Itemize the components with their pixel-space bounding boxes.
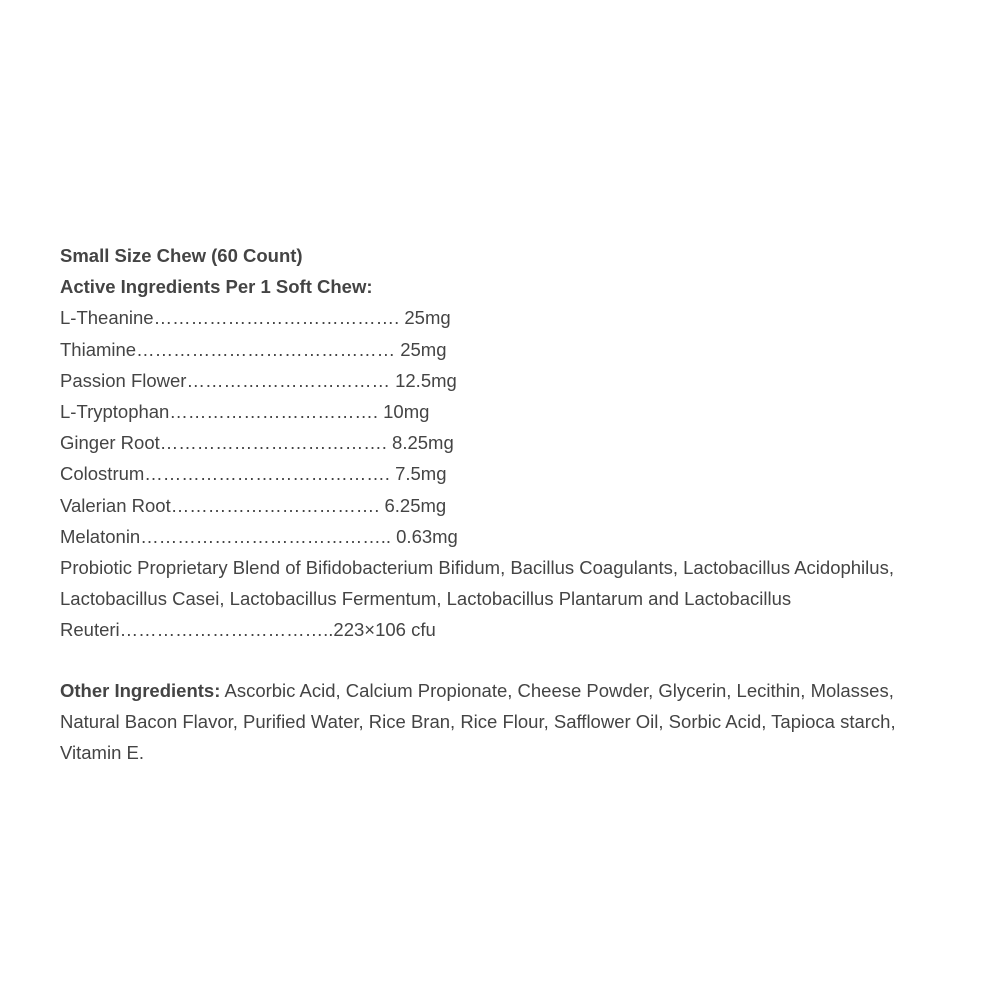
other-ingredients-text-1: Ascorbic Acid, Calcium Propionate, Cheese Powder, Glycerin, Lecithin, Molasses, [220,679,894,701]
ingredient-row: L-Tryptophan……………………………. 10mg [60,401,430,423]
probiotic-line-2: Lactobacillus Casei, Lactobacillus Fermentum, Lactobacillus Plantarum and Lactobacillus [60,588,792,610]
ingredient-row: Melatonin………………………………….. 0.63mg [60,525,458,547]
other-ingredients-line-2: Natural Bacon Flavor, Purified Water, Rice Bran, Rice Flour, Safflower Oil, Sorbic Acid, Tapioca starch, [60,710,896,732]
ingredient-row: Ginger Root………………………………. 8.25mg [60,432,454,454]
section-spacer [60,646,960,675]
other-ingredients-line-1 [60,675,960,706]
other-ingredients-label: Other Ingredients: [60,679,221,701]
active-ingredients-heading: Active Ingredients Per 1 Soft Chew: [60,276,373,298]
other-ingredients-line-3: Vitamin E. [60,742,144,764]
ingredient-row: Valerian Root……………………………. 6.25mg [60,494,447,516]
ingredients-panel [60,240,960,768]
probiotic-line-3: Reuteri……………………………..223×106 cfu [60,619,436,641]
ingredient-row: Colostrum…………………………………. 7.5mg [60,463,447,485]
product-title: Small Size Chew (60 Count) [60,245,303,266]
probiotic-line-1: Probiotic Proprietary Blend of Bifidobacterium Bifidum, Bacillus Coagulants, Lactobacillus Acidophilus, [60,557,894,579]
ingredient-row: L-Theanine…………………………………. 25mg [60,307,451,329]
ingredient-row: Thiamine…………………………………… 25mg [60,338,447,360]
ingredient-row: Passion Flower…………………………… 12.5mg [60,369,457,391]
